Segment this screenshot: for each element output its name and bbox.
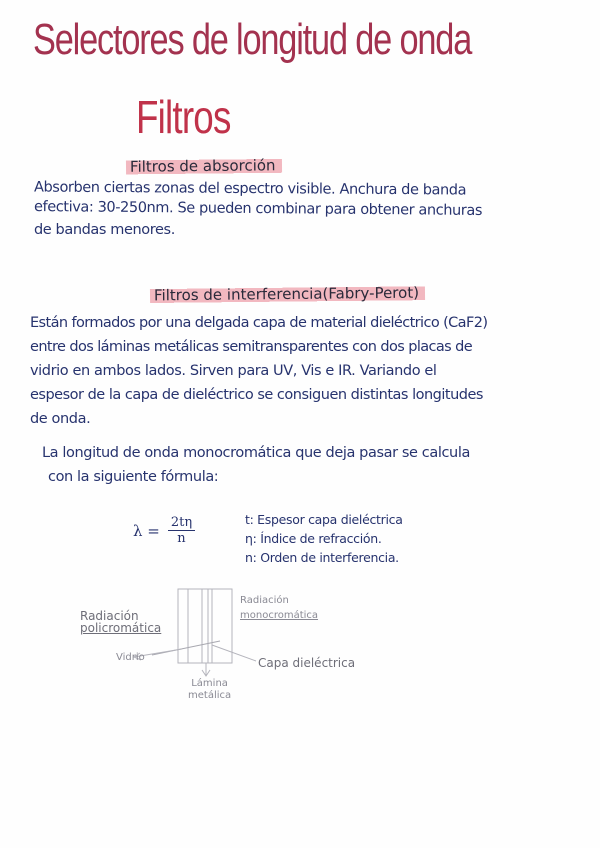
- legend-item-interference-order: n: Orden de interferencia.: [245, 550, 399, 565]
- formula-denominator: n: [177, 531, 186, 546]
- paragraph-line: entre dos láminas metálicas semitransparentes con dos placas de: [30, 339, 473, 355]
- paragraph-line: efectiva: 30-250nm. Se pueden combinar para obtener anchuras: [33, 199, 483, 219]
- label-polychromatic-radiation: [80, 610, 161, 634]
- label-line: Lámina: [191, 678, 228, 689]
- label-line: policromática: [80, 621, 162, 635]
- paragraph-line: espesor de la capa de dieléctrico se consiguen distintas longitudes: [30, 387, 483, 403]
- paragraph-line: con la siguiente fórmula:: [48, 469, 219, 485]
- label-line: Radiación: [240, 595, 289, 606]
- page-title: Selectores de longitud de onda: [33, 15, 472, 64]
- label-glass: Vidrio: [116, 652, 145, 663]
- label-monochromatic-radiation: [240, 595, 318, 622]
- paragraph-line: Están formados por una delgada capa de material dieléctrico (CaF2): [30, 315, 488, 331]
- formula-numerator: 2tη: [168, 516, 195, 531]
- wavelength-formula: [133, 516, 195, 546]
- label-metal-sheet: [188, 678, 231, 702]
- formula-lhs: λ =: [133, 522, 160, 540]
- label-dielectric-layer: Capa dieléctrica: [258, 656, 356, 670]
- fabry-perot-diagram: [60, 583, 380, 703]
- paragraph-line: vidrio en ambos lados. Sirven para UV, Vis e IR. Variando el: [30, 363, 437, 379]
- formula-fraction: [168, 516, 195, 546]
- legend-item-thickness: t: Espesor capa dieléctrica: [245, 512, 403, 527]
- paragraph-line: Absorben ciertas zonas del espectro visible. Anchura de banda: [33, 179, 467, 199]
- label-line: metálica: [188, 690, 232, 701]
- paragraph-line: de onda.: [30, 411, 91, 427]
- section-heading-absorption: Filtros de absorción: [126, 156, 282, 176]
- paragraph-line: La longitud de onda monocromática que deja pasar se calcula: [42, 445, 470, 461]
- section-heading-interference: Filtros de interferencia(Fabry-Perot): [150, 284, 425, 305]
- page-subtitle: Filtros: [136, 91, 231, 143]
- label-line: monocromática: [240, 610, 319, 621]
- label-line: Radiación: [80, 609, 139, 623]
- paragraph-line: de bandas menores.: [34, 222, 175, 238]
- legend-item-refraction-index: η: Índice de refracción.: [245, 531, 382, 546]
